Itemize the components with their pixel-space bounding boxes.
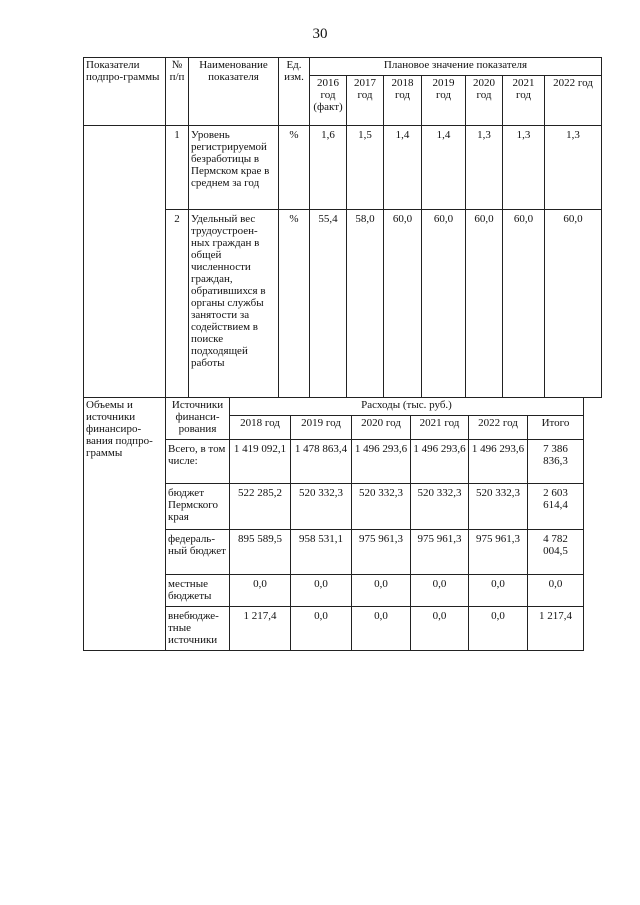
indicator-value: 55,4 bbox=[310, 210, 347, 398]
indicator-value: 60,0 bbox=[384, 210, 422, 398]
expense-value: 0,0 bbox=[528, 575, 584, 607]
source-name: Всего, в том числе: bbox=[166, 440, 230, 484]
indicator-name: Удельный вес трудоустроен-ных граждан в общей численности граждан, обратившихся в органы службы занятости за содействием в поиске подходящей работы bbox=[189, 210, 279, 398]
expense-value: 0,0 bbox=[469, 607, 528, 651]
year-header: 2020 год bbox=[466, 76, 503, 126]
year-header: 2021 год bbox=[503, 76, 545, 126]
header-no: № п/п bbox=[166, 58, 189, 126]
year-header: 2019 год bbox=[422, 76, 466, 126]
indicator-value: 1,3 bbox=[545, 126, 602, 210]
indicator-value: 60,0 bbox=[422, 210, 466, 398]
indicator-value: 1,5 bbox=[347, 126, 384, 210]
year-header: 2022 год bbox=[545, 76, 602, 126]
header-plan-title: Плановое значение показателя bbox=[310, 58, 602, 76]
expense-value: 975 961,3 bbox=[352, 530, 411, 575]
expense-value: 0,0 bbox=[230, 575, 291, 607]
indicator-name: Уровень регистрируемой безработицы в Пермском крае в среднем за год bbox=[189, 126, 279, 210]
expense-value: 0,0 bbox=[291, 575, 352, 607]
expense-value: 2 603 614,4 bbox=[528, 484, 584, 530]
table-row bbox=[84, 126, 602, 210]
year-header: 2021 год bbox=[411, 416, 469, 440]
indicator-value: 1,3 bbox=[466, 126, 503, 210]
page-number: 30 bbox=[312, 26, 328, 42]
indicator-value: 60,0 bbox=[503, 210, 545, 398]
expense-value: 0,0 bbox=[469, 575, 528, 607]
expense-value: 7 386 836,3 bbox=[528, 440, 584, 484]
indicator-value: 1,3 bbox=[503, 126, 545, 210]
source-name: местные бюджеты bbox=[166, 575, 230, 607]
year-header: Итого bbox=[528, 416, 584, 440]
expense-value: 1 496 293,6 bbox=[352, 440, 411, 484]
year-header: 2017 год bbox=[347, 76, 384, 126]
indicator-unit: % bbox=[279, 210, 310, 398]
year-header: 2022 год bbox=[469, 416, 528, 440]
section-label-indicators: Показатели подпро-граммы bbox=[84, 58, 166, 126]
expense-value: 0,0 bbox=[291, 607, 352, 651]
row-no: 1 bbox=[166, 126, 189, 210]
expense-value: 520 332,3 bbox=[291, 484, 352, 530]
expense-value: 520 332,3 bbox=[469, 484, 528, 530]
source-name: федераль-ный бюджет bbox=[166, 530, 230, 575]
expense-value: 1 478 863,4 bbox=[291, 440, 352, 484]
indicator-value: 58,0 bbox=[347, 210, 384, 398]
expense-value: 1 217,4 bbox=[230, 607, 291, 651]
expense-value: 895 589,5 bbox=[230, 530, 291, 575]
expense-value: 0,0 bbox=[352, 607, 411, 651]
expense-value: 520 332,3 bbox=[352, 484, 411, 530]
row-no: 2 bbox=[166, 210, 189, 398]
expense-value: 1 217,4 bbox=[528, 607, 584, 651]
expense-value: 1 496 293,6 bbox=[469, 440, 528, 484]
header-expenses-title: Расходы (тыс. руб.) bbox=[230, 398, 584, 416]
expense-value: 0,0 bbox=[411, 607, 469, 651]
expense-value: 520 332,3 bbox=[411, 484, 469, 530]
header-sources: Источники финанси-рования bbox=[166, 398, 230, 440]
expense-value: 0,0 bbox=[352, 575, 411, 607]
year-header: 2018 год bbox=[384, 76, 422, 126]
expense-value: 4 782 004,5 bbox=[528, 530, 584, 575]
expense-value: 975 961,3 bbox=[411, 530, 469, 575]
expense-value: 975 961,3 bbox=[469, 530, 528, 575]
source-name: бюджет Пермского края bbox=[166, 484, 230, 530]
expense-value: 1 496 293,6 bbox=[411, 440, 469, 484]
financing-table bbox=[83, 397, 584, 651]
indicator-value: 1,4 bbox=[422, 126, 466, 210]
indicators-table bbox=[83, 57, 602, 398]
indicator-value: 1,6 bbox=[310, 126, 347, 210]
source-name: внебюдже-тные источники bbox=[166, 607, 230, 651]
indicator-value: 1,4 bbox=[384, 126, 422, 210]
expense-value: 522 285,2 bbox=[230, 484, 291, 530]
expense-value: 958 531,1 bbox=[291, 530, 352, 575]
indicator-value: 60,0 bbox=[545, 210, 602, 398]
header-unit: Ед. изм. bbox=[279, 58, 310, 126]
year-header: 2020 год bbox=[352, 416, 411, 440]
expense-value: 1 419 092,1 bbox=[230, 440, 291, 484]
year-header: 2019 год bbox=[291, 416, 352, 440]
year-header: 2016 год (факт) bbox=[310, 76, 347, 126]
indicator-unit: % bbox=[279, 126, 310, 210]
year-header: 2018 год bbox=[230, 416, 291, 440]
expense-value: 0,0 bbox=[411, 575, 469, 607]
header-name: Наименование показателя bbox=[189, 58, 279, 126]
indicator-value: 60,0 bbox=[466, 210, 503, 398]
section-label-financing: Объемы и источники финансиро-вания подпро-граммы bbox=[84, 398, 166, 651]
